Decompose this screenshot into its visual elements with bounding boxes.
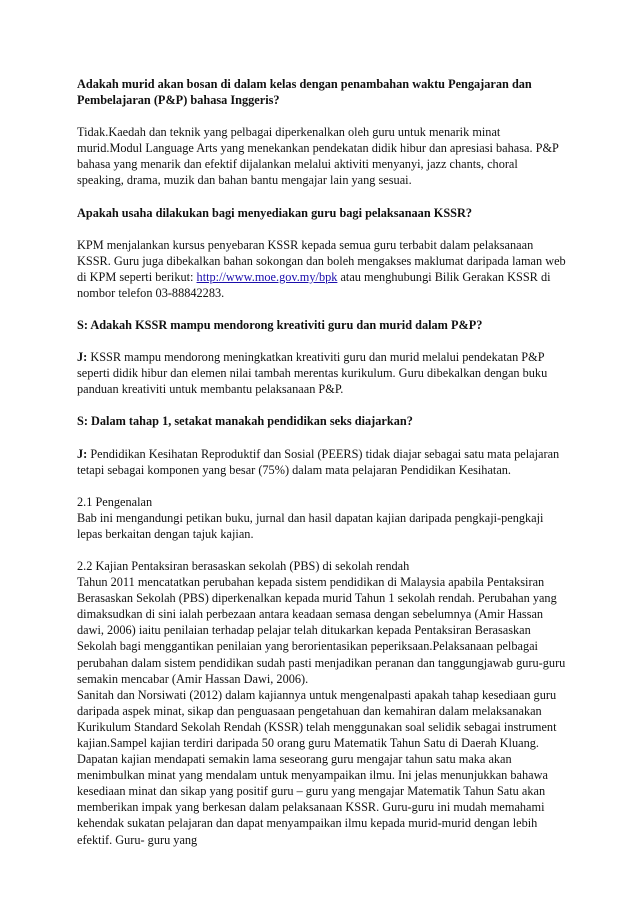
question-heading-3: S: Adakah KSSR mampu mendorong kreativiti guru dan murid dalam P&P? <box>77 318 483 333</box>
section-2-1-title: 2.1 Pengenalan <box>77 494 153 509</box>
section-2-2 <box>77 558 567 848</box>
question-heading-2: Apakah usaha dilakukan bagi menyediakan guru bagi pelaksanaan KSSR? <box>77 205 473 220</box>
answer-paragraph-4 <box>77 446 567 478</box>
answer-paragraph-3 <box>77 349 567 397</box>
answer-paragraph-1: Tidak.Kaedah dan teknik yang pelbagai diperkenalkan oleh guru untuk menarik minat murid.Modul Language Arts yang menekankan pendekatan didik hibur dan apresiasi bahasa. P&P bahasa yang menarik dan efektif dijalankan melalui aktiviti menyanyi, jazz chants, choral speaking, drama, muzik dan bahan bantu mengajar lain yang sesuai. <box>77 125 559 188</box>
document-page <box>77 76 567 864</box>
section-2-1-text: Bab ini mengandungi petikan buku, jurnal dan hasil dapatan kajian daripada pengkaji-pengkaji lepas berkaitan dengan tajuk kajian. <box>77 510 544 541</box>
answer-text-2b: atau menghubungi Bilik Gerakan KSSR di nombor telefon 03-88842283. <box>77 269 551 300</box>
question-heading-1: Adakah murid akan bosan di dalam kelas dengan penambahan waktu Pengajaran dan Pembelajaran (P&P) bahasa Inggeris? <box>77 77 532 108</box>
answer-text-4: Pendidikan Kesihatan Reproduktif dan Sosial (PEERS) tidak diajar sebagai satu mata pelajaran tetapi sebagai komponen yang besar (75%) dalam mata pelajaran Pendidikan Kesihatan. <box>77 446 560 477</box>
answer-prefix-4: J: <box>77 446 88 461</box>
answer-prefix-3: J: <box>77 350 88 365</box>
section-2-2-para-1: Tahun 2011 mencatatkan perubahan kepada sistem pendidikan di Malaysia apabila Pentaksiran Berasaskan Sekolah (PBS) diperkenalkan kepada murid Tahun 1 sekolah rendah. Perubahan yang dimaksudkan di sini ialah perbezaan antara keadaan semasa dengan sebelumnya (Amir Hassan dawi, 2006) iaitu penilaian terhadap pelajar telah ditukarkan kepada Pentaksiran Berasaskan Sekolah bagi menggantikan penilaian yang berorientasikan peperiksaan.Pelaksanaan pelbagai perubahan dalam sistem pendidikan sudah pasti menjadikan peranan dan tanggungjawab guru-guru semakin mencabar (Amir Hassan Dawi, 2006). <box>77 575 566 686</box>
answer-text-3: KSSR mampu mendorong meningkatkan kreativiti guru dan murid melalui pendekatan P&P seperti didik hibur dan elemen nilai tambah merentas kurikulum. Guru dibekalkan dengan buku panduan kreativiti untuk membantu pelaksanaan P&P. <box>77 350 548 397</box>
answer-text-2a: KPM menjalankan kursus penyebaran KSSR kepada semua guru terbabit dalam pelaksanaan KSSR. Guru juga dibekalkan bahan sokongan dan boleh mengakses maklumat daripada laman web di KPM seperti berikut: <box>77 237 566 284</box>
section-2-2-para-2: Sanitah dan Norsiwati (2012) dalam kajiannya untuk mengenalpasti apakah tahap kesediaan guru daripada aspek minat, sikap dan penguasaan pengetahuan dan kemahiran dalam melaksanakan Kurikulum Standard Sekolah Rendah (KSSR) telah menggunakan soal selidik sebagai instrument kajian.Sampel kajian terdiri daripada 50 orang guru Matematik Tahun Satu di Daerah Kluang. Dapatan kajian mendapati semakin lama seseorang guru mengajar tahun satu maka akan menimbulkan minat yang mendalam untuk menyampaikan ilmu. Ini jelas menunjukkan bahawa kesediaan minat dan sikap yang positif guru – guru yang mengajar Matematik Tahun Satu akan memberikan impak yang berkesan dalam pelaksanaan KSSR. Guru-guru ini mudah memahami kehendak sukatan pelajaran dan dapat menyampaikan ilmu kepada murid-murid dengan lebih efektif. Guru- guru yang <box>77 687 557 847</box>
section-2-2-title: 2.2 Kajian Pentaksiran berasaskan sekolah (PBS) di sekolah rendah <box>77 558 410 573</box>
answer-paragraph-2 <box>77 237 567 301</box>
question-heading-4: S: Dalam tahap 1, setakat manakah pendidikan seks diajarkan? <box>77 414 413 429</box>
section-2-1 <box>77 494 567 542</box>
moe-bpk-link[interactable]: http://www.moe.gov.my/bpk <box>196 269 338 284</box>
